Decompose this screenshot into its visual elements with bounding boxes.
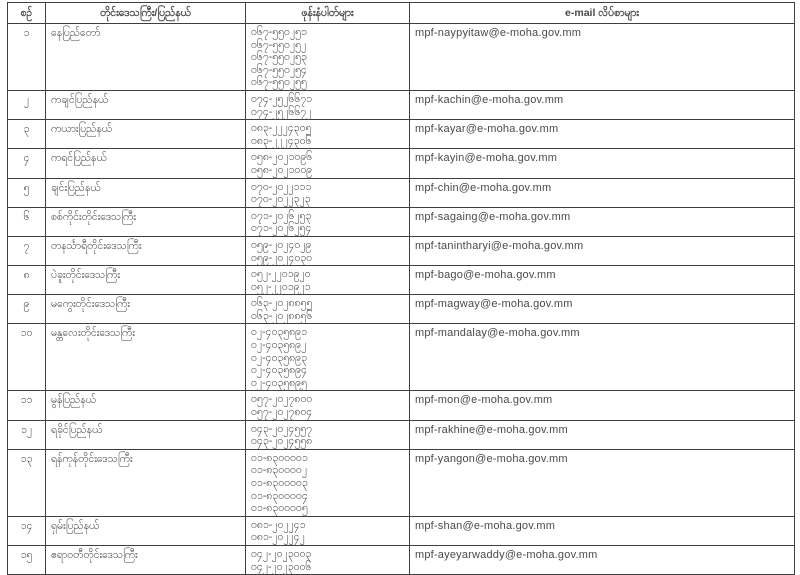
- email-cell: mpf-kachin@e-moha.gov.mm: [410, 90, 795, 119]
- phone-number: ၀၆၇-၅၅၀၂၅၃: [251, 51, 307, 64]
- email-cell: mpf-sagaing@e-moha.gov.mm: [410, 207, 795, 236]
- phone-number: ၀၇၀-၂၀၂၂၃၂၃: [251, 193, 311, 206]
- phone-number: ၀၁-၈၃၀၀၀၀၅: [251, 502, 308, 515]
- phone-cell: [246, 24, 410, 91]
- phone-cell: [246, 391, 410, 420]
- table-row: [8, 449, 795, 516]
- header-phones: ဖုန်းနံပါတ်များ: [246, 3, 410, 24]
- phone-number: ၀၈၁-၂၀၂၂၄၁: [251, 518, 306, 531]
- phone-number: ၀၁-၈၃၀၀၀၀၃: [251, 477, 308, 489]
- phone-number: ၀၆၇-၅၅၀၂၅၅: [251, 76, 307, 89]
- region-cell: ချင်းပြည်နယ်: [46, 178, 246, 207]
- serial-cell: ၈: [8, 266, 46, 295]
- contact-directory-table: [7, 2, 795, 575]
- table-row: [8, 207, 795, 236]
- serial-cell: ၁၂: [8, 420, 46, 449]
- region-cell: ကယားပြည်နယ်: [46, 120, 246, 149]
- table-row: [8, 24, 795, 91]
- phone-cell: [246, 149, 410, 178]
- phone-cell: [246, 207, 410, 236]
- email-cell: mpf-naypyitaw@e-moha.gov.mm: [410, 24, 795, 91]
- phone-number: ၀၈၃-၂၂၂၄၃၀၅: [251, 122, 312, 135]
- serial-cell: ၃: [8, 120, 46, 149]
- phone-number: ၀၅၉-၂၀၂၄၀၃၀: [251, 251, 313, 264]
- email-cell: mpf-kayar@e-moha.gov.mm: [410, 120, 795, 149]
- region-cell: ကချင်ပြည်နယ်: [46, 90, 246, 119]
- serial-cell: ၁၁: [8, 391, 46, 420]
- phone-number: ၀၄၂-၂၀၂၃၀၀၆: [251, 560, 312, 573]
- phone-number: ၀၆၇-၅၅၀၂၅၂: [251, 38, 307, 51]
- table-row: [8, 236, 795, 265]
- table-row: [8, 295, 795, 324]
- phone-number: ၀၅၈-၂၀၂၁၀၉၆: [251, 151, 313, 164]
- phone-number: ၀၇၁-၂၀၂၆၂၅၃: [251, 209, 312, 222]
- email-cell: mpf-mon@e-moha.gov.mm: [410, 391, 795, 420]
- serial-cell: ၁၅: [8, 545, 46, 574]
- serial-cell: ၇: [8, 236, 46, 265]
- region-cell: ရှမ်းပြည်နယ်: [46, 516, 246, 545]
- phone-number: ၀၆၃-၂၀၂၈၈၅၅: [251, 297, 313, 310]
- region-cell: ရန်ကုန်တိုင်းဒေသကြီး: [46, 449, 246, 516]
- phone-number: ၀၈၁-၂၀၂၂၄၂: [251, 531, 305, 544]
- phone-cell: [246, 324, 410, 391]
- phone-number: ၀၆၇-၅၅၀၂၅၄: [251, 63, 307, 76]
- serial-cell: ၄: [8, 149, 46, 178]
- email-cell: mpf-mandalay@e-moha.gov.mm: [410, 324, 795, 391]
- header-region: တိုင်းဒေသကြီး/ပြည်နယ်: [46, 3, 246, 24]
- phone-number: ၀၇၀-၂၀၂၂၁၁၁: [251, 180, 312, 193]
- phone-cell: [246, 90, 410, 119]
- email-cell: mpf-bago@e-moha.gov.mm: [410, 266, 795, 295]
- header-serial: စဉ်: [8, 3, 46, 24]
- phone-cell: [246, 516, 410, 545]
- region-cell: ဧရာဝတီတိုင်းဒေသကြီး: [46, 545, 246, 574]
- phone-number: ၀၇၄-၂၅၂၆၆၇၂: [251, 105, 312, 118]
- region-cell: ပဲခူးတိုင်းဒေသကြီး: [46, 266, 246, 295]
- phone-number: ၀၆၇-၅၅၀၂၅၁: [251, 26, 307, 38]
- phone-number: ၀၆၃-၂၀၂၈၈၅၆: [251, 309, 313, 322]
- region-cell: မကွေးတိုင်းဒေသကြီး: [46, 295, 246, 324]
- region-cell: ရခိုင်ပြည်နယ်: [46, 420, 246, 449]
- email-cell: mpf-magway@e-moha.gov.mm: [410, 295, 795, 324]
- header-email: e-mail လိပ်စာများ: [410, 3, 795, 24]
- phone-number: ၀၂-၄၀၃၅၈၉၂: [251, 339, 307, 352]
- phone-cell: [246, 236, 410, 265]
- serial-cell: ၅: [8, 178, 46, 207]
- phone-cell: [246, 178, 410, 207]
- email-cell: mpf-ayeyarwaddy@e-moha.gov.mm: [410, 545, 795, 574]
- phone-cell: [246, 266, 410, 295]
- phone-number: ၀၂-၄၀၃၅၈၉၁: [251, 326, 307, 339]
- phone-number: ၀၅၈-၂၀၂၁၀၀၉: [251, 163, 313, 176]
- region-cell: စစ်ကိုင်းတိုင်းဒေသကြီး: [46, 207, 246, 236]
- phone-cell: [246, 420, 410, 449]
- phone-number: ၀၂-၄၀၃၅၈၉၄: [251, 364, 307, 377]
- region-cell: ကရင်ပြည်နယ်: [46, 149, 246, 178]
- table-row: [8, 391, 795, 420]
- serial-cell: ၁၀: [8, 324, 46, 391]
- table-row: [8, 120, 795, 149]
- phone-number: ၀၅၉-၂၀၂၄၀၂၉: [251, 238, 312, 251]
- serial-cell: ၂: [8, 90, 46, 119]
- phone-number: ၀၂-၄၀၃၅၈၉၃: [251, 351, 307, 364]
- phone-cell: [246, 449, 410, 516]
- table-row: [8, 324, 795, 391]
- email-cell: mpf-yangon@e-moha.gov.mm: [410, 449, 795, 516]
- phone-number: ၀၄၃-၂၀၂၄၅၅၇: [251, 422, 313, 435]
- serial-cell: ၁၃: [8, 449, 46, 516]
- email-cell: mpf-tanintharyi@e-moha.gov.mm: [410, 236, 795, 265]
- region-cell: မန္တလေးတိုင်းဒေသကြီး: [46, 324, 246, 391]
- phone-number: ၀၅၇-၂၀၂၇၈၀၀: [251, 393, 313, 406]
- table-row: [8, 149, 795, 178]
- phone-number: ၀၁-၈၃၀၀၀၀၁: [251, 451, 308, 464]
- phone-number: ၀၈၃-၂၂၂၄၃၀၆: [251, 134, 312, 147]
- email-cell: mpf-chin@e-moha.gov.mm: [410, 178, 795, 207]
- phone-number: ၀၇၄-၂၅၂၆၆၇၁: [251, 92, 313, 105]
- phone-number: ၀၇၁-၂၀၂၆၂၅၄: [251, 222, 312, 235]
- table-row: [8, 90, 795, 119]
- email-cell: mpf-shan@e-moha.gov.mm: [410, 516, 795, 545]
- region-cell: နေပြည်တော်: [46, 24, 246, 91]
- document-page: [0, 2, 800, 573]
- phone-number: ၀၂-၄၀၃၅၈၉၅: [251, 376, 307, 389]
- phone-number: ၀၅၇-၂၀၂၇၈၀၄: [251, 406, 313, 419]
- serial-cell: ၁: [8, 24, 46, 91]
- table-row: [8, 545, 795, 574]
- region-cell: မွန်ပြည်နယ်: [46, 391, 246, 420]
- table-row: [8, 516, 795, 545]
- phone-number: ၀၄၃-၂၀၂၄၅၅၈: [251, 435, 313, 448]
- phone-number: ၀၁-၈၃၀၀၀၀၂: [251, 464, 307, 477]
- table-row: [8, 266, 795, 295]
- header-row: [8, 3, 795, 24]
- email-cell: mpf-rakhine@e-moha.gov.mm: [410, 420, 795, 449]
- serial-cell: ၉: [8, 295, 46, 324]
- phone-number: ၀၅၂-၂၂၀၁၉၂၀: [251, 268, 311, 281]
- phone-number: ၀၄၂-၂၀၂၃၀၀၃: [251, 547, 312, 560]
- phone-cell: [246, 295, 410, 324]
- serial-cell: ၁၄: [8, 516, 46, 545]
- table-row: [8, 420, 795, 449]
- phone-cell: [246, 545, 410, 574]
- email-cell: mpf-kayin@e-moha.gov.mm: [410, 149, 795, 178]
- phone-number: ၀၅၂-၂၂၀၁၉၂၁: [251, 280, 311, 293]
- table-row: [8, 178, 795, 207]
- phone-number: ၀၁-၈၃၀၀၀၀၄: [251, 489, 308, 502]
- phone-cell: [246, 120, 410, 149]
- serial-cell: ၆: [8, 207, 46, 236]
- region-cell: တနင်္သာရီတိုင်းဒေသကြီး: [46, 236, 246, 265]
